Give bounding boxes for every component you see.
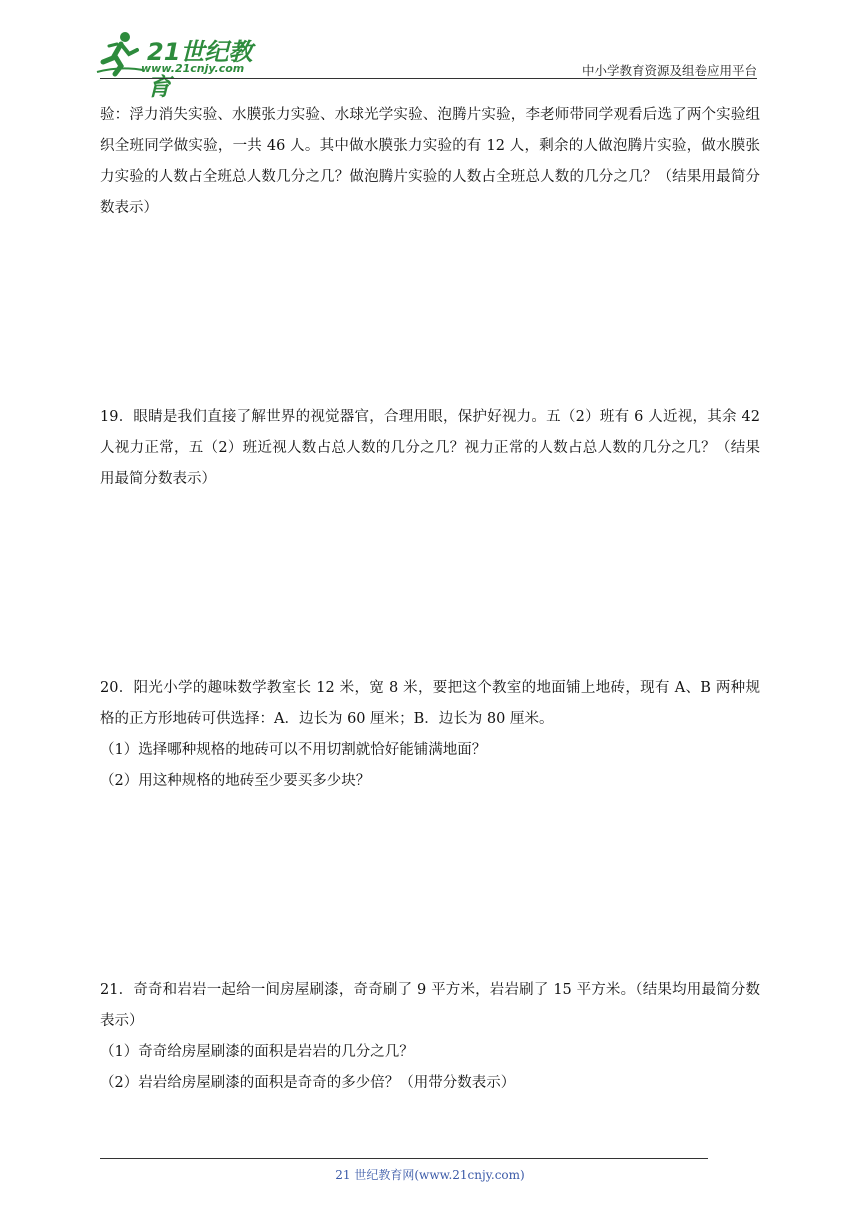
site-logo[interactable]	[95, 28, 260, 101]
sub-question-1: （1）奇奇给房屋刷漆的面积是岩岩的几分之几？	[100, 1044, 414, 1060]
sub-question-1: （1）选择哪种规格的地砖可以不用切割就恰好能铺满地面？	[100, 742, 487, 758]
platform-title: 中小学教育资源及组卷应用平台	[581, 63, 757, 78]
runner-icon	[95, 28, 145, 78]
question-text: 20．阳光小学的趣味数学教室长 12 米，宽 8 米，要把这个教室的地面铺上地砖，现有 A、B 两种规格的正方形地砖可供选择：A．边长为 60 厘米；B．边长为 80 厘米。	[100, 680, 760, 727]
sub-question-2: （2）岩岩给房屋刷漆的面积是奇奇的多少倍？（用带分数表示）	[100, 1075, 516, 1091]
question-text: 19．眼睛是我们直接了解世界的视觉器官，合理用眼，保护好视力。五（2）班有 6 人近视，其余 42 人视力正常，五（2）班近视人数占总人数的几分之几？视力正常的人数占总人数的几分之几？（结果用最简分数表示）	[100, 409, 760, 487]
question-19	[100, 402, 760, 495]
logo-url-text: www.21cnjy.com	[141, 62, 245, 75]
question-text: 验：浮力消失实验、水膜张力实验、水球光学实验、泡腾片实验，李老师带同学观看后选了两个实验组织全班同学做实验，一共 46 人。其中做水膜张力实验的有 12 人，剩余的人做泡腾片实验，做水膜张力实验的人数占全班总人数几分之几？做泡腾片实验的人数占全班总人数的几分之几？（结果用最简分数表示）	[100, 107, 760, 216]
page-header	[0, 0, 860, 101]
question-21	[100, 975, 760, 1099]
question-20	[100, 673, 760, 797]
question-list	[100, 100, 760, 1099]
logo-brand-text: 21世纪教育	[147, 38, 253, 101]
question-text: 21．奇奇和岩岩一起给一间房屋刷漆，奇奇刷了 9 平方米，岩岩刷了 15 平方米。（结果均用最简分数表示）	[100, 982, 760, 1029]
sub-question-2: （2）用这种规格的地砖至少要买多少块？	[100, 773, 371, 789]
header-divider	[100, 78, 757, 79]
footer-link[interactable]: 21 世纪教育网(www.21cnjy.com)	[335, 1168, 525, 1182]
footer-divider	[100, 1158, 708, 1159]
question-18-continued	[100, 100, 760, 224]
